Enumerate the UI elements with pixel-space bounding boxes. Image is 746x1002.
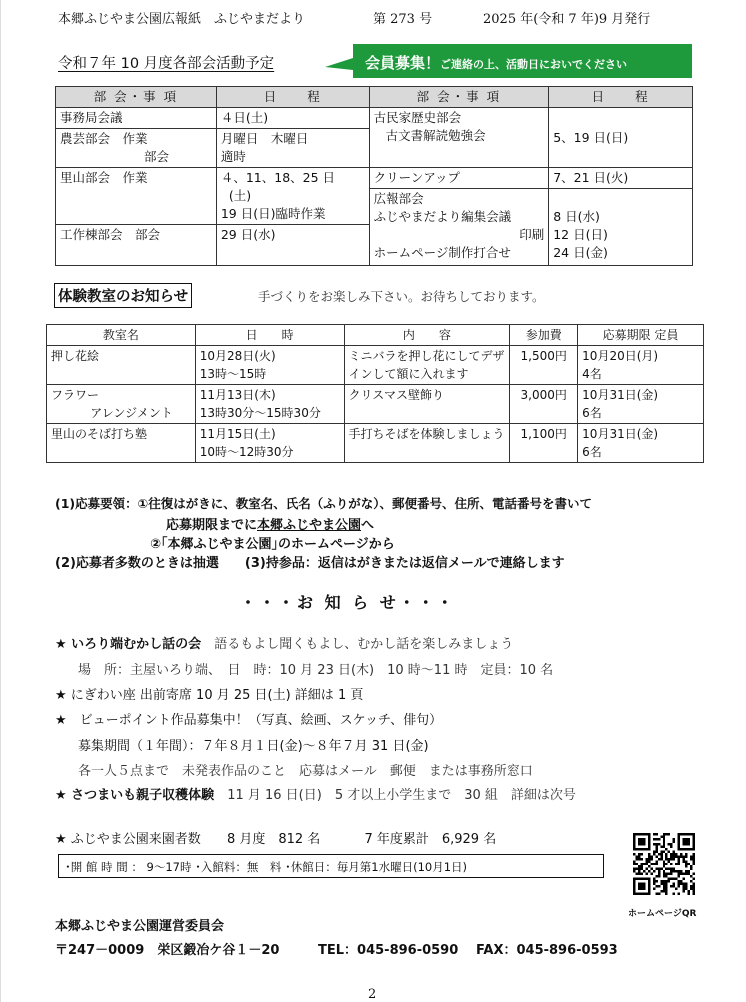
qr-code-icon: [633, 833, 695, 895]
table-cell: 押し花絵: [47, 346, 196, 385]
page-number: 2: [368, 987, 377, 1002]
notice-viewpoint-title: ★ ビューポイント作品募集中！（写真、絵画、スケッチ、俳句）: [55, 713, 443, 728]
trial-class-table: [46, 324, 704, 463]
activity-schedule-table: [55, 86, 693, 266]
table-cell: 3,000円: [510, 385, 578, 424]
fax: FAX：045-896-0593: [476, 943, 618, 958]
table-cell: 5、19 日(日): [549, 108, 693, 168]
application-line-4: (2)応募者多数のときは抽選 (3)持参品：返信はがきまたは返信メールで連絡します: [55, 556, 565, 571]
col-header-fee: 参加費: [510, 325, 578, 346]
table-cell: 29 日(水): [216, 225, 369, 266]
table-cell: クリスマス壁飾り: [344, 385, 510, 424]
newsletter-name: 本郷ふじやま公園広報紙 ふじやまだより: [58, 12, 306, 27]
notices-heading: ・・・お 知 ら せ・・・: [240, 593, 456, 612]
table-cell: 工作棟部会 部会: [56, 225, 217, 266]
opening-info-box: ･開 館 時 間 ： 9〜17時 ･入館料：無 料 ･休館日：毎月第1水曜日(10月1日): [58, 854, 604, 878]
notice-story-meeting-detail: 場 所：主屋いろり端、 日 時：10 月 23 日(木) 10 時〜11 時 定員：10 名: [78, 663, 554, 678]
table-cell: 里山のそば打ち塾: [47, 424, 196, 463]
table-cell: 8 日(水) 12 日(日) 24 日(金): [549, 189, 693, 266]
recruit-sub: ご連絡の上、活動日においでください: [440, 58, 628, 71]
table-cell: 7、21 日(火): [549, 168, 693, 189]
page-edge: [0, 0, 1, 1002]
notice-viewpoint-detail: 各一人５点まで 未発表作品のこと 応募はメール 郵便 または事務所窓口: [78, 764, 533, 779]
table-cell: 10月28日(火) 13時〜15時: [195, 346, 344, 385]
address: 〒247－0009 栄区鍛冶ケ谷１－20: [55, 943, 280, 958]
application-line-2: 応募期限までに本郷ふじやま公園へ: [166, 518, 375, 533]
recruit-main: 会員募集！: [365, 54, 441, 72]
table-cell: 古民家歴史部会 古文書解読勉強会: [369, 108, 549, 168]
table-cell: 月曜日 木曜日 適時: [216, 129, 369, 168]
col-header-class: 教室名: [47, 325, 196, 346]
notice-sweet-potato: ★ さつまいも親子収穫体験 11 月 16 日(日) 5 才以上小学生まで 30 組 詳細は次号: [55, 788, 576, 803]
table-row: [47, 424, 704, 463]
table-cell: 手打ちそばを体験しましょう: [344, 424, 510, 463]
col-header-deadline: 応募期限 定員: [578, 325, 704, 346]
table-cell: 10月20日(月) 4名: [578, 346, 704, 385]
table-cell: 広報部会 ふじやまだより編集会議 印刷 ホームページ制作打合せ: [369, 189, 549, 266]
table-cell: ４日(土): [216, 108, 369, 129]
notice-rakugo: ★ にぎわい座 出前寄席 10 月 25 日(土) 詳細は 1 頁: [55, 688, 364, 703]
table-cell: 農芸部会 作業 部会: [56, 129, 217, 168]
table-cell: フラワー アレンジメント: [47, 385, 196, 424]
table-cell: 10月31日(金) 6名: [578, 424, 704, 463]
trial-class-subtitle: 手づくりをお楽しみ下さい。お待ちしております。: [258, 289, 545, 304]
table-row: [47, 385, 704, 424]
application-line-1: (1)応募要領：①往復はがきに、教室名、氏名（ふりがな）、郵便番号、住所、電話番号を書いて: [55, 496, 592, 511]
table-cell: 里山部会 作業: [56, 168, 217, 225]
col-header-datetime: 日 時: [195, 325, 344, 346]
trial-class-title: 体験教室のお知らせ: [54, 283, 192, 308]
table-cell: 11月15日(土) 10時〜12時30分: [195, 424, 344, 463]
schedule-title: 令和７年 10 月度各部会活動予定: [58, 56, 275, 72]
organization-name: 本郷ふじやま公園運営委員会: [55, 919, 225, 934]
col-header-event: 部 会・事 項: [369, 87, 549, 108]
col-header-date: 日 程: [549, 87, 693, 108]
recruit-banner: [325, 44, 692, 78]
table-cell: ミニバラを押し花にしてデザインして額に入れます: [344, 346, 510, 385]
issue-number: 第 273 号: [373, 12, 433, 27]
table-cell: 1,500円: [510, 346, 578, 385]
notice-viewpoint-period: 募集期間（１年間）：７年８月１日(金)〜８年７月 31 日(金): [78, 739, 429, 754]
application-line-3: ②｢本郷ふじやま公園｣のホームページから: [150, 537, 395, 552]
qr-label: ホームページQR: [628, 909, 697, 919]
table-cell: 事務局会議: [56, 108, 217, 129]
table-cell: 1,100円: [510, 424, 578, 463]
notice-visitors: ★ ふじやま公園来園者数 8 月度 812 名 7 年度累計 6,929 名: [55, 832, 497, 847]
issue-date: 2025 年(令和 7 年)9 月発行: [483, 12, 651, 27]
col-header-content: 内 容: [344, 325, 510, 346]
notice-story-meeting: ★ いろり端むかし話の会 語るもよし聞くもよし、むかし話を楽しみましょう: [55, 637, 514, 652]
table-cell: ４、11、18、25 日 (土) 19 日(日)臨時作業: [216, 168, 369, 225]
table-cell: 11月13日(木) 13時30分〜15時30分: [195, 385, 344, 424]
homepage-qr-code[interactable]: [633, 833, 695, 899]
col-header-date: 日 程: [216, 87, 369, 108]
table-row: [47, 346, 704, 385]
telephone: TEL：045-896-0590: [318, 943, 459, 958]
col-header-event: 部 会・事 項: [56, 87, 217, 108]
table-cell: 10月31日(金) 6名: [578, 385, 704, 424]
table-cell: クリーンアップ: [369, 168, 549, 189]
